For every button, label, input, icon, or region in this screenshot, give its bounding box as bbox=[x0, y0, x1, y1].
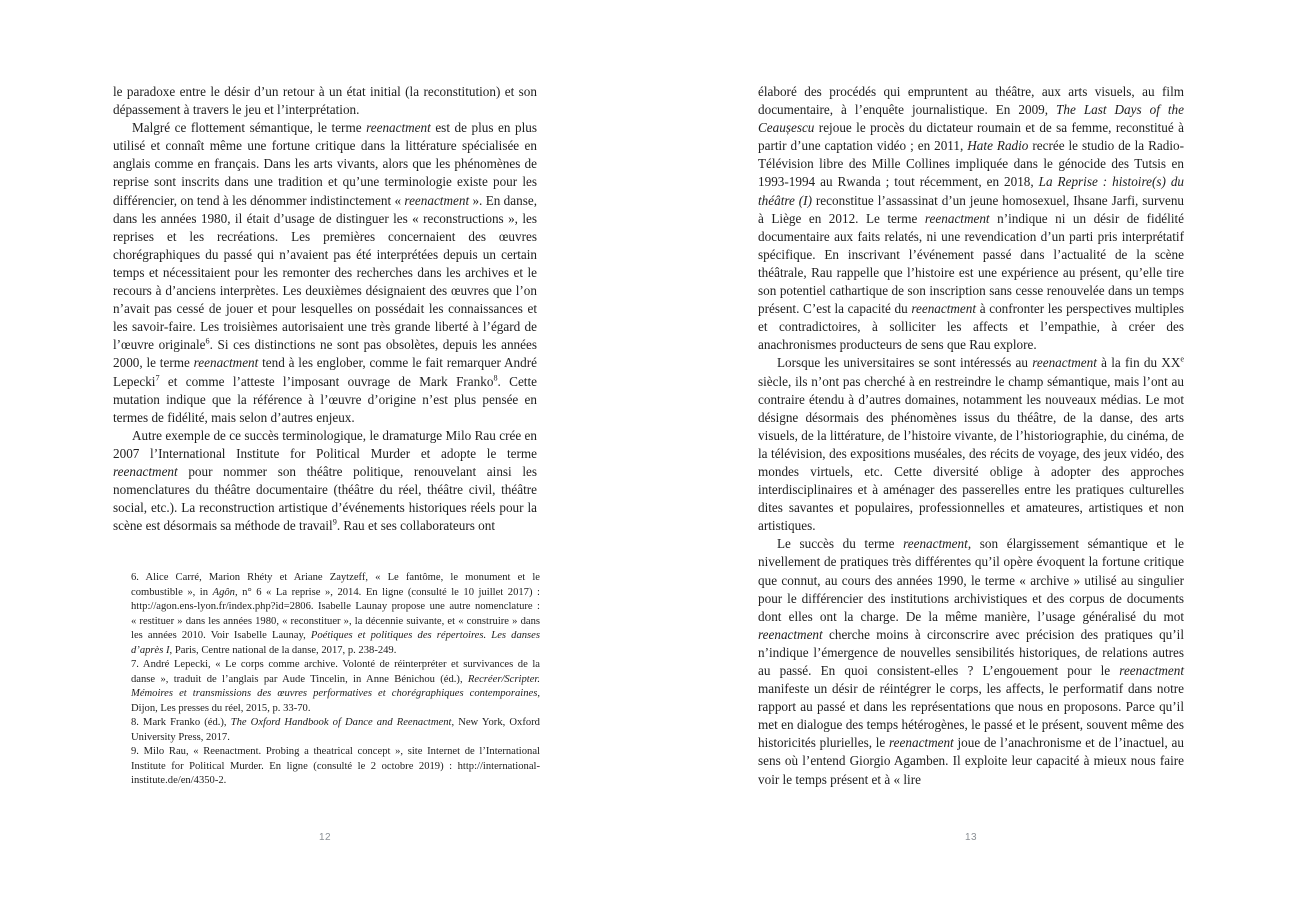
paragraph: le paradoxe entre le désir d’un retour à un état initial (la reconstitution) et son dépassement à travers le jeu et l’interprétation. bbox=[113, 84, 537, 118]
page-left-body bbox=[113, 83, 537, 535]
footnote-block bbox=[131, 571, 540, 789]
footnote: 6. Alice Carré, Marion Rhéty et Ariane Zaytzeff, « Le fantôme, le monument et le combustible », in Agôn, n° 6 « La reprise », 2014. En ligne (consulté le 10 juillet 2017) : http://agon.ens-lyon.fr/index.php?id=2806. Isabelle Launay propose une autre nomenclature : « restituer » dans les années 1980, « reconstituer », la décennie suivante, et « construire » dans les années 2010. Voir Isabelle Launay, Poétiques et politiques des répertoires. Les danses d’après I, Paris, Centre national de la danse, 2017, p. 238-249. bbox=[131, 572, 541, 656]
footnote: 8. Mark Franko (éd.), The Oxford Handbook of Dance and Reenactment, New York, Oxford University Press, 2017. bbox=[131, 717, 540, 743]
paragraph: Lorsque les universitaires se sont intéressés au reenactment à la fin du XXe siècle, ils n’ont pas cherché à en restreindre le champ sémantique, mais l’ont au contraire étendu à d’autres domaines, notamment les nouveaux médias. Le mot désigne désormais des phénomènes issus du théâtre, de la danse, des arts visuels, de la littérature, de l’histoire vivante, de l’historiographie, du cinéma, de la télévision, des expositions muséales, des récits de voyage, des jeux vidéo, des mondes virtuels, etc. Cette diversité oblige à adopter des approches interdisciplinaires et à aménager des passerelles entre les pratiques culturelles dites savantes et populaires, professionnelles et amateures, artistiques et non artistiques. bbox=[758, 355, 1184, 534]
paragraph: élaboré des procédés qui empruntent au théâtre, aux arts visuels, au film documentaire, à l’enquête journalistique. En 2009, The Last Days of the Ceaușescu rejoue le procès du dictateur roumain et de sa femme, reconstitué à partir d’une captation vidéo ; en 2011, Hate Radio recrée le studio de la Radio-Télévision libre des Mille Collines impliquée dans le génocide des Tutsis en 1993-1994 au Rwanda ; tout récemment, en 2018, La Reprise : histoire(s) du théâtre (I) reconstitue l’assassinat d’un jeune homosexuel, Ihsane Jarfi, survenu à Liège en 2012. Le terme reenactment n’indique ni un désir de fidélité documentaire aux faits relatés, ni une revendication d’un parti pris interprétatif spécifique. En inscrivant l’événement passé dans l’actualité de la scène théâtrale, Rau rappelle que l’histoire est une expérience au présent, qu’elle tire son potentiel cathartique de son inscription sans cesse renouvelée dans un temps présent. C’est la capacité du reenactment à confronter les perspectives multiples et contradictoires, à solliciter les affects et l’empathie, à créer des anachronismes producteurs de sens que Rau explore. bbox=[758, 84, 1185, 353]
paragraph: Malgré ce flottement sémantique, le terme reenactment est de plus en plus utilisé et connaît même une fortune critique dans la littérature spécialisée en anglais comme en français. Dans les arts vivants, alors que les phénomènes de reprise sont inscrits dans une tradition et qu’une terminologie existe pour les différencier, on tend à les dénommer indistinctement « reenactment ». En danse, dans les années 1980, il était d’usage de distinguer les « reconstructions », les reprises et les recréations. Les premières concernaient des œuvres chorégraphiques du passé qui n’avaient pas été interprétées depuis un certain temps et nécessitaient pour les remonter des recherches dans les archives et le recours à d’anciens interprètes. Les deuxièmes désignaient des œuvres que l’on n’avait pas cessé de jouer et pour lesquelles on possédait les connaissances et les savoir-faire. Les troisièmes autorisaient une très grande liberté à l’égard de l’œuvre originale$^6$. Si ces distinctions ne sont pas obsolètes, depuis les années 2000, le terme reenactment tend à les englober, comme le fait remarquer André Lepecki$^7$ et comme l’atteste l’imposant ouvrage de Mark Franko$^8$. Cette mutation indique que la référence à l’œuvre d’origine n’est plus pensée en termes de fidélité, mais selon d’autres enjeux. bbox=[113, 120, 537, 425]
page-number-right: 13 bbox=[964, 832, 978, 843]
page-right-body bbox=[758, 83, 1184, 789]
paragraph: Autre exemple de ce succès terminologique, le dramaturge Milo Rau crée en 2007 l’International Institute for Political Murder et adopte le terme reenactment pour nommer son théâtre politique, renouvelant ainsi les nomenclatures du théâtre documentaire (théâtre du réel, théâtre civil, théâtre social, etc.). La reconstruction artistique d’événements historiques réels pour la scène est désormais sa méthode de travail$^9$. Rau et ses collaborateurs ont bbox=[113, 427, 537, 534]
footnote: 9. Milo Rau, « Reenactment. Probing a theatrical concept », site Internet de l’International Institute for Political Murder. En ligne (consulté le 2 octobre 2019) : http://international-institute.de/en/4350-2. bbox=[131, 746, 540, 786]
paragraph: Le succès du terme reenactment, son élargissement sémantique et le nivellement de pratiques très différentes qu’il opère évoquent la fortune critique que connut, au cours des années 1990, le terme « archive » utilisé au singulier pour le différencier des institutions archivistiques et des corpus de documents dont elles ont la charge. De la même manière, l’usage généralisé du mot reenactment cherche moins à circonscrire avec précision des pratiques qu’il n’indique l’émergence de nouvelles sensibilités historiques, de relations autres au passé. En quoi consistent-elles ? L’engouement pour le reenactment manifeste un désir de réintégrer le corps, les affects, le performatif dans notre rapport au passé et dans les représentations que nous en proposons. Parce qu’il met en dialogue des temps hétérogènes, le passé et le présent, souvent même des historicités plurielles, le reenactment joue de l’anachronisme et de l’inactuel, au sens où l’entend Giorgio Agamben. Il exploite leur capacité à mieux nous faire voir le temps présent et à « lire bbox=[758, 536, 1184, 787]
page-number-left: 12 bbox=[318, 832, 332, 843]
footnote: 7. André Lepecki, « Le corps comme archive. Volonté de réinterpréter et survivances de la danse », traduit de l’anglais par Aude Tincelin, in Anne Bénichou (éd.), Recréer/Scripter. Mémoires et transmissions des œuvres performatives et chorégraphiques contemporaines, Dijon, Les presses du réel, 2015, p. 33-70. bbox=[131, 659, 540, 714]
